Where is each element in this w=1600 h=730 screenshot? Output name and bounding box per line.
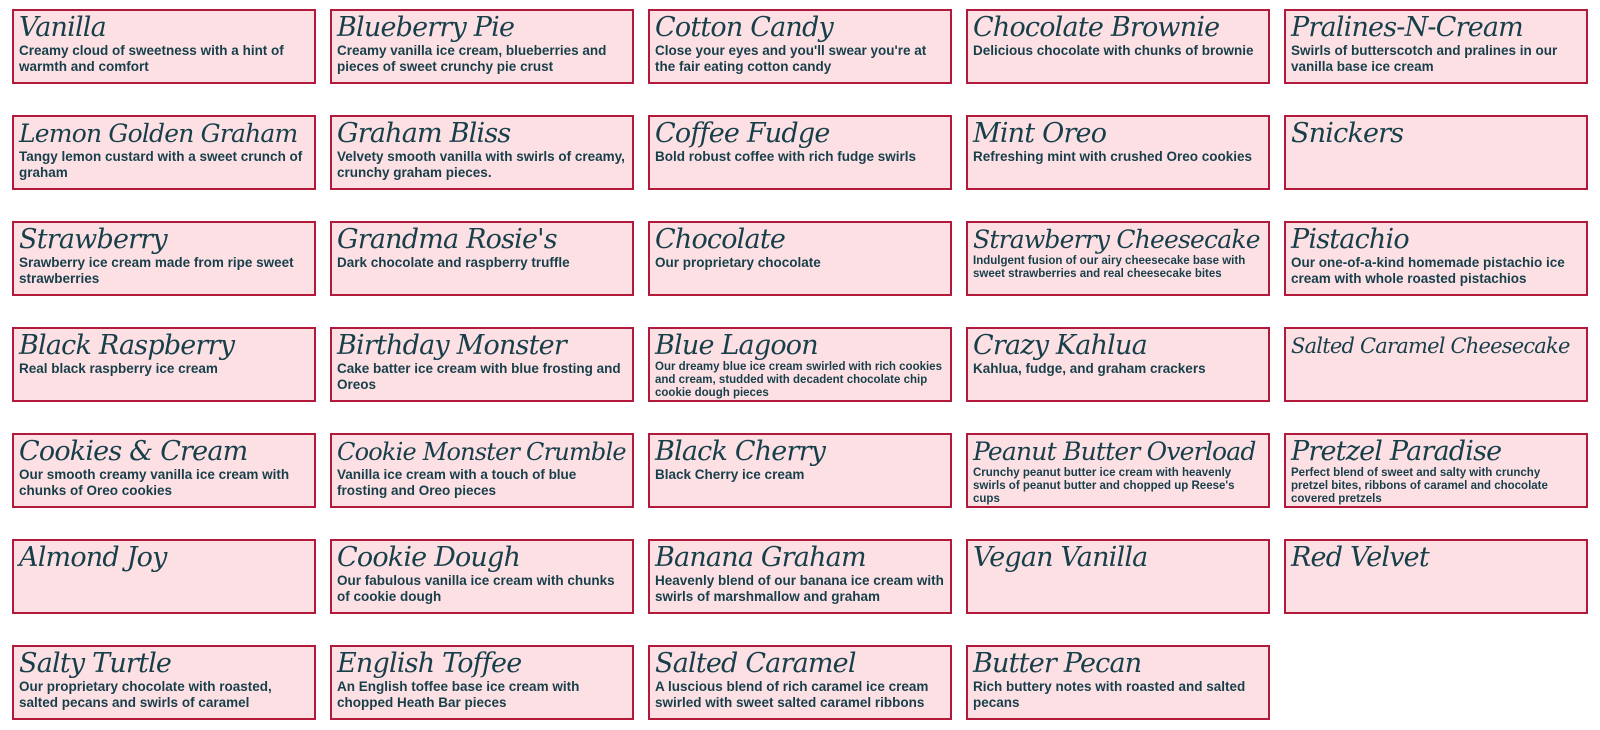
flavor-name: Pretzel Paradise bbox=[1291, 436, 1502, 467]
flavor-card bbox=[12, 645, 316, 720]
flavor-name: Birthday Monster bbox=[337, 330, 566, 361]
flavor-card bbox=[648, 433, 952, 508]
flavor-card bbox=[966, 221, 1270, 296]
flavor-description: Rich buttery notes with roasted and salted pecans bbox=[973, 679, 1246, 710]
flavor-card bbox=[1284, 9, 1588, 84]
flavor-description: Refreshing mint with crushed Oreo cookies bbox=[973, 149, 1253, 164]
flavor-description: An English toffee base ice cream with chopped Heath Bar pieces bbox=[337, 679, 580, 710]
flavor-card bbox=[966, 327, 1270, 402]
flavor-name: Blue Lagoon bbox=[655, 330, 818, 361]
flavor-name: Salty Turtle bbox=[19, 648, 172, 679]
flavor-description: Bold robust coffee with rich fudge swirls bbox=[655, 149, 917, 164]
flavor-name: Crazy Kahlua bbox=[973, 330, 1147, 361]
flavor-card bbox=[966, 433, 1270, 508]
flavor-description: Our proprietary chocolate bbox=[655, 255, 821, 270]
flavor-name: English Toffee bbox=[337, 648, 522, 679]
flavor-name: Cookie Monster Crumble bbox=[337, 438, 626, 466]
flavor-name: Salted Caramel Cheesecake bbox=[1291, 334, 1570, 358]
flavor-card bbox=[1284, 115, 1588, 190]
flavor-description: Creamy cloud of sweetness with a hint of warmth and comfort bbox=[19, 43, 284, 74]
flavor-name: Chocolate bbox=[655, 224, 786, 255]
flavor-name: Almond Joy bbox=[19, 542, 167, 573]
flavor-card bbox=[330, 433, 634, 508]
flavor-name: Blueberry Pie bbox=[337, 12, 515, 43]
flavor-card bbox=[966, 539, 1270, 614]
flavor-name: Strawberry Cheesecake bbox=[973, 225, 1260, 254]
flavor-card bbox=[12, 221, 316, 296]
flavor-description: Our proprietary chocolate with roasted, salted pecans and swirls of caramel bbox=[19, 679, 272, 710]
flavor-name: Butter Pecan bbox=[973, 648, 1142, 679]
flavor-name: Cookies & Cream bbox=[19, 436, 248, 467]
flavor-name: Strawberry bbox=[19, 224, 167, 255]
flavor-description: Srawberry ice cream made from ripe sweet strawberries bbox=[19, 255, 294, 286]
flavor-description: Heavenly blend of our banana ice cream with swirls of marshmallow and graham bbox=[655, 573, 944, 604]
flavor-card bbox=[12, 539, 316, 614]
flavor-card bbox=[648, 327, 952, 402]
flavor-card bbox=[12, 115, 316, 190]
flavor-grid bbox=[12, 9, 1590, 720]
flavor-description: Kahlua, fudge, and graham crackers bbox=[973, 361, 1206, 376]
flavor-name: Peanut Butter Overload bbox=[973, 437, 1256, 466]
flavor-name: Banana Graham bbox=[655, 542, 866, 573]
flavor-name: Snickers bbox=[1291, 118, 1404, 149]
flavor-name: Lemon Golden Graham bbox=[19, 119, 298, 148]
flavor-card bbox=[12, 9, 316, 84]
flavor-description: Our smooth creamy vanilla ice cream with chunks of Oreo cookies bbox=[19, 467, 290, 498]
flavor-name: Graham Bliss bbox=[337, 118, 511, 149]
flavor-description: Indulgent fusion of our airy cheesecake base with sweet strawberries and real cheesecake bites bbox=[973, 255, 1246, 280]
flavor-name: Vanilla bbox=[19, 12, 106, 43]
flavor-description: Crunchy peanut butter ice cream with heavenly swirls of peanut butter and chopped up Reese's cups bbox=[973, 467, 1235, 505]
flavor-description: Our dreamy blue ice cream swirled with rich cookies and cream, studded with decadent chocolate chip cookie dough pieces bbox=[655, 361, 942, 399]
flavor-description: Our one-of-a-kind homemade pistachio ice cream with whole roasted pistachios bbox=[1291, 255, 1565, 286]
flavor-card bbox=[1284, 539, 1588, 614]
flavor-name: Cookie Dough bbox=[337, 542, 521, 573]
flavor-card bbox=[966, 9, 1270, 84]
flavor-card bbox=[648, 645, 952, 720]
flavor-card bbox=[1284, 221, 1588, 296]
flavor-card bbox=[12, 433, 316, 508]
flavor-name: Pralines-N-Cream bbox=[1291, 12, 1523, 43]
flavor-description: Vanilla ice cream with a touch of blue frosting and Oreo pieces bbox=[337, 467, 577, 498]
flavor-description: Our fabulous vanilla ice cream with chunks of cookie dough bbox=[337, 573, 615, 604]
flavor-card bbox=[330, 539, 634, 614]
flavor-name: Chocolate Brownie bbox=[973, 12, 1220, 43]
flavor-description: Perfect blend of sweet and salty with crunchy pretzel bites, ribbons of caramel and chocolate covered pretzels bbox=[1291, 467, 1548, 505]
flavor-description: Dark chocolate and raspberry truffle bbox=[337, 255, 570, 270]
flavor-card bbox=[648, 539, 952, 614]
flavor-description: Tangy lemon custard with a sweet crunch of graham bbox=[19, 149, 303, 180]
flavor-description: Close your eyes and you'll swear you're at the fair eating cotton candy bbox=[655, 43, 927, 74]
flavor-card bbox=[330, 9, 634, 84]
flavor-description: Cake batter ice cream with blue frosting and Oreos bbox=[337, 361, 621, 392]
flavor-name: Salted Caramel bbox=[655, 648, 856, 679]
flavor-card bbox=[330, 645, 634, 720]
flavor-description: A luscious blend of rich caramel ice cream swirled with sweet salted caramel ribbons bbox=[655, 679, 929, 710]
flavor-description: Creamy vanilla ice cream, blueberries and pieces of sweet crunchy pie crust bbox=[337, 43, 607, 74]
flavor-name: Coffee Fudge bbox=[655, 118, 830, 149]
flavor-card bbox=[648, 9, 952, 84]
flavor-name: Black Cherry bbox=[655, 436, 826, 467]
flavor-card bbox=[1284, 433, 1588, 508]
flavor-card bbox=[648, 221, 952, 296]
flavor-description: Real black raspberry ice cream bbox=[19, 361, 218, 376]
flavor-card bbox=[1284, 327, 1588, 402]
flavor-description: Black Cherry ice cream bbox=[655, 467, 805, 482]
flavor-description: Swirls of butterscotch and pralines in our vanilla base ice cream bbox=[1291, 43, 1558, 74]
flavor-description: Velvety smooth vanilla with swirls of creamy, crunchy graham pieces. bbox=[337, 149, 625, 180]
flavor-name: Vegan Vanilla bbox=[973, 542, 1148, 573]
flavor-card bbox=[330, 221, 634, 296]
flavor-name: Cotton Candy bbox=[655, 12, 833, 43]
flavor-card bbox=[330, 115, 634, 190]
flavor-card bbox=[966, 645, 1270, 720]
flavor-name: Red Velvet bbox=[1291, 542, 1429, 573]
flavor-name: Pistachio bbox=[1291, 224, 1409, 255]
flavor-card bbox=[330, 327, 634, 402]
flavor-name: Black Raspberry bbox=[19, 330, 235, 361]
flavor-card bbox=[966, 115, 1270, 190]
flavor-card bbox=[648, 115, 952, 190]
flavor-description: Delicious chocolate with chunks of brownie bbox=[973, 43, 1254, 58]
flavor-name: Mint Oreo bbox=[973, 118, 1107, 149]
flavor-name: Grandma Rosie's bbox=[337, 224, 557, 255]
flavor-card bbox=[12, 327, 316, 402]
